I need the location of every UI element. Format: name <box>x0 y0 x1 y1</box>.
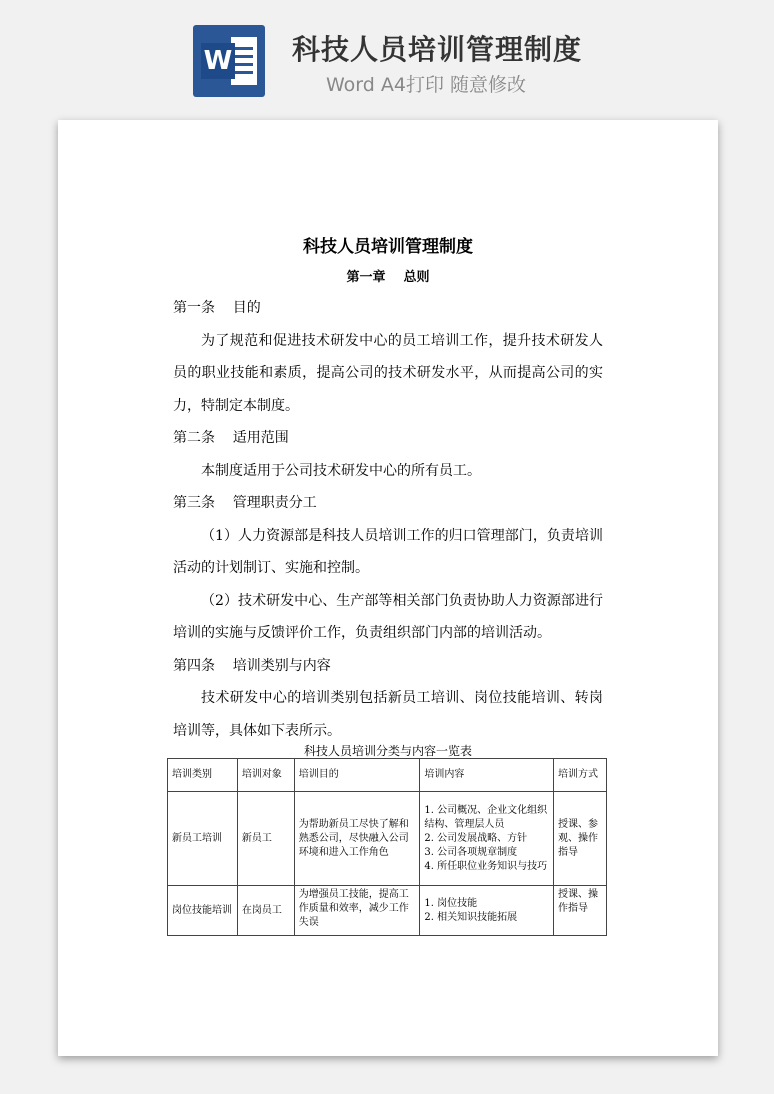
table-cell: 授课、操作指导 <box>554 886 607 936</box>
document-body <box>173 292 603 747</box>
paragraph: 本制度适用于公司技术研发中心的所有员工。 <box>201 462 481 479</box>
table-cell: 为增强员工技能，提高工作质量和效率，减少工作失误 <box>294 886 420 936</box>
article-heading: 第一条 目的 <box>173 300 261 316</box>
header-title: 科技人员培训管理制度 <box>292 33 583 66</box>
paragraph: （1）人力资源部是科技人员培训工作的归口管理部门，负责培训活动的计划制订、实施和控制。 <box>173 527 603 576</box>
table-cell: 为帮助新员工尽快了解和熟悉公司，尽快融入公司环境和进入工作角色 <box>294 792 420 886</box>
table-cell: 1. 岗位技能 2. 相关知识技能拓展 <box>420 886 554 936</box>
chapter-heading: 第一章 总则 <box>346 270 430 285</box>
header-subtitle: Word A4打印 随意修改 <box>326 74 527 96</box>
table-cell: 新员工培训 <box>168 792 238 886</box>
word-letter-icon: W <box>201 43 235 79</box>
table-cell: 新员工 <box>237 792 294 886</box>
paragraph: 为了规范和促进技术研发中心的员工培训工作，提升技术研发人员的职业技能和素质，提高公司的技术研发水平，从而提高公司的实力，特制定本制度。 <box>173 332 603 414</box>
paragraph: （2）技术研发中心、生产部等相关部门负责协助人力资源部进行培训的实施与反馈评价工作，负责组织部门内部的培训活动。 <box>173 592 603 641</box>
table-header-cell: 培训目的 <box>294 759 420 792</box>
table-header-row <box>168 759 607 792</box>
table-header-cell: 培训类别 <box>168 759 238 792</box>
table-header-cell: 培训对象 <box>237 759 294 792</box>
table-header-cell: 培训方式 <box>554 759 607 792</box>
table-caption: 科技人员培训分类与内容一览表 <box>303 744 472 758</box>
paragraph: 技术研发中心的培训类别包括新员工培训、岗位技能培训、转岗培训等，具体如下表所示。 <box>173 690 603 739</box>
article-heading: 第二条 适用范围 <box>173 430 289 446</box>
table-cell: 授课、参观、操作指导 <box>554 792 607 886</box>
table-row <box>168 886 607 936</box>
table-cell: 1. 公司概况、企业文化组织结构、管理层人员 2. 公司发展战略、方针 3. 公司各项规章制度 4. 所任职位业务知识与技巧 <box>420 792 554 886</box>
document-title: 科技人员培训管理制度 <box>303 237 473 257</box>
article-heading: 第四条 培训类别与内容 <box>173 657 331 674</box>
document-page <box>58 120 718 1056</box>
word-document-icon <box>193 25 265 97</box>
table-cell: 岗位技能培训 <box>168 886 238 936</box>
table-row <box>168 792 607 886</box>
header <box>0 0 774 110</box>
article-heading: 第三条 管理职责分工 <box>173 495 317 511</box>
table-cell: 在岗员工 <box>237 886 294 936</box>
training-table <box>167 758 607 936</box>
table-header-cell: 培训内容 <box>420 759 554 792</box>
